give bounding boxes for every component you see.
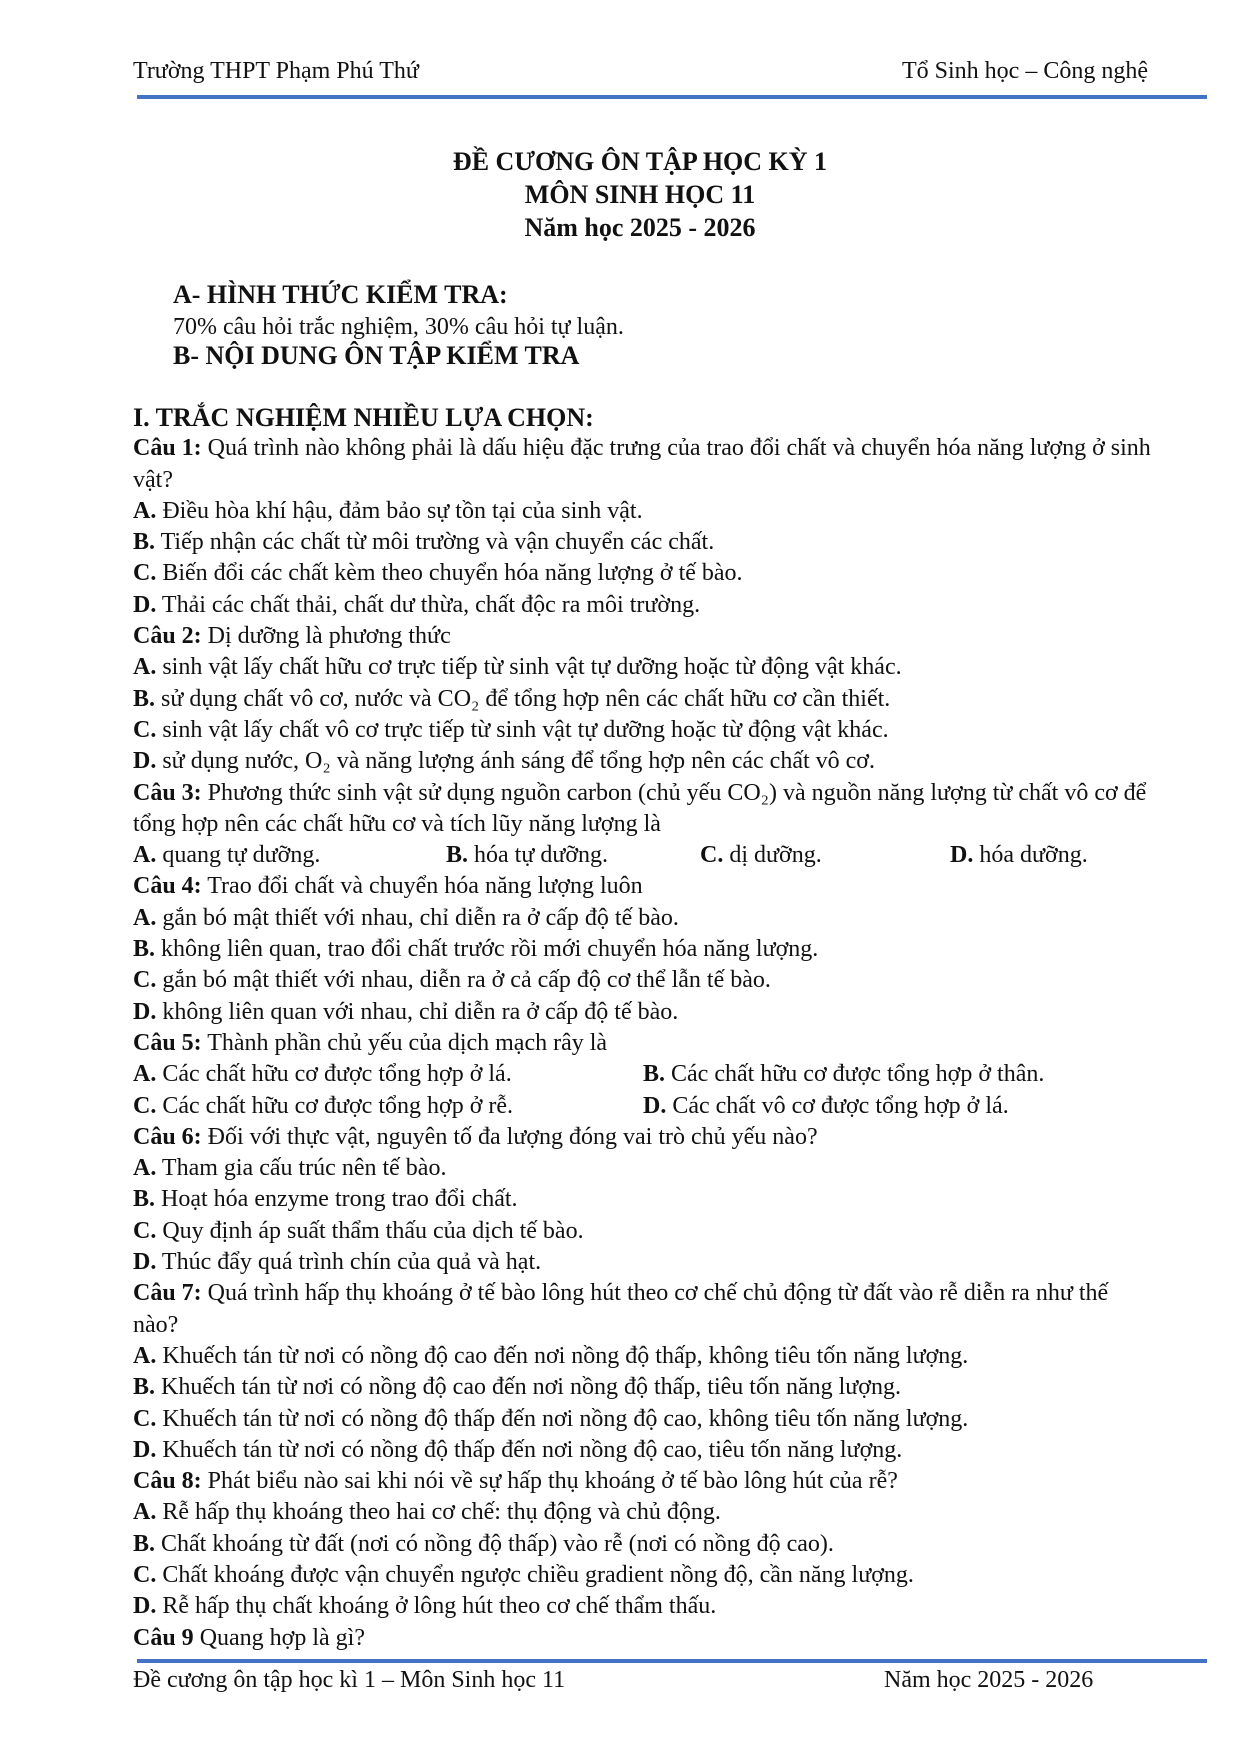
option-key: D. xyxy=(133,1249,157,1276)
option-key: D. xyxy=(643,1092,667,1119)
section-b-heading: B- NỘI DUNG ÔN TẬP KIỂM TRA xyxy=(173,341,580,370)
option-key: D. xyxy=(133,591,157,618)
footer-left: Đề cương ôn tập học kì 1 – Môn Sinh học 11 xyxy=(133,1667,566,1693)
option-text: dị dưỡng. xyxy=(723,842,822,869)
option-5a xyxy=(133,1059,643,1090)
question-5 xyxy=(133,1028,1153,1059)
option-text: không liên quan, trao đổi chất trước rồi mới chuyển hóa năng lượng. xyxy=(155,936,819,963)
option-key: A. xyxy=(133,1155,157,1182)
header-department: Tổ Sinh học – Công nghệ xyxy=(902,58,1148,84)
option-text: Các chất hữu cơ được tổng hợp ở rễ. xyxy=(156,1092,514,1119)
option-key: B. xyxy=(446,842,469,869)
option-5b xyxy=(643,1059,1153,1090)
option-text: sinh vật lấy chất vô cơ trực tiếp từ sinh vật tự dưỡng hoặc từ động vật khác. xyxy=(156,716,889,743)
option-key: A. xyxy=(133,1499,157,1526)
option-2b xyxy=(133,684,1153,715)
footer-right: Năm học 2025 - 2026 xyxy=(884,1667,1094,1693)
question-text: Thành phần chủ yếu của dịch mạch rây là xyxy=(201,1029,608,1056)
option-5d xyxy=(643,1091,1153,1122)
option-1b xyxy=(133,527,1153,558)
question-label: Câu 2: xyxy=(133,623,202,650)
option-key: D. xyxy=(133,748,157,775)
option-text: hóa tự dưỡng. xyxy=(468,842,609,869)
option-text: Quy định áp suất thẩm thấu của dịch tế bào. xyxy=(156,1217,584,1244)
option-2c xyxy=(133,715,1153,746)
option-text: Điều hòa khí hậu, đảm bảo sự tồn tại của sinh vật. xyxy=(156,497,643,524)
question-label: Câu 9 xyxy=(133,1624,194,1651)
option-key: A. xyxy=(133,842,157,869)
option-text: sinh vật lấy chất hữu cơ trực tiếp từ sinh vật tự dưỡng hoặc từ động vật khác. xyxy=(156,654,902,681)
option-text: Rễ hấp thụ khoáng theo hai cơ chế: thụ động và chủ động. xyxy=(156,1499,721,1526)
footer-rule xyxy=(137,1659,1207,1663)
option-key: A. xyxy=(133,1342,157,1369)
option-4c xyxy=(133,965,1153,996)
title-line-1: ĐỀ CƯƠNG ÔN TẬP HỌC KỲ 1 xyxy=(452,147,828,176)
question-text: Phát biểu nào sai khi nói về sự hấp thụ khoáng ở tế bào lông hút của rễ? xyxy=(201,1468,898,1495)
option-1c xyxy=(133,558,1153,589)
question-text: Trao đổi chất và chuyển hóa năng lượng luôn xyxy=(201,873,643,900)
option-key: B. xyxy=(133,1186,156,1213)
question-label: Câu 6: xyxy=(133,1123,202,1150)
option-1d xyxy=(133,590,1153,621)
question-8 xyxy=(133,1466,1153,1497)
question-4 xyxy=(133,871,1153,902)
option-text: không liên quan với nhau, chỉ diễn ra ở cấp độ tế bào. xyxy=(156,998,679,1025)
option-8c xyxy=(133,1560,1153,1591)
option-text: Thải các chất thải, chất dư thừa, chất độc ra môi trường. xyxy=(156,591,701,618)
options-row xyxy=(133,1091,1153,1122)
document-title xyxy=(0,145,1241,244)
option-key: B. xyxy=(643,1061,666,1088)
option-key: B. xyxy=(133,529,156,556)
option-key: A. xyxy=(133,654,157,681)
option-4b xyxy=(133,934,1153,965)
option-6d xyxy=(133,1247,1153,1278)
option-3b xyxy=(446,840,700,871)
header-rule xyxy=(137,95,1207,99)
option-key: C. xyxy=(133,1561,157,1588)
question-label: Câu 5: xyxy=(133,1029,202,1056)
option-8d xyxy=(133,1591,1153,1622)
option-text: Biến đổi các chất kèm theo chuyển hóa năng lượng ở tế bào. xyxy=(156,560,743,587)
option-text: Các chất hữu cơ được tổng hợp ở thân. xyxy=(665,1061,1045,1088)
question-7 xyxy=(133,1278,1153,1341)
option-3c xyxy=(700,840,950,871)
option-text: Khuếch tán từ nơi có nồng độ thấp đến nơi nồng độ cao, tiêu tốn năng lượng. xyxy=(156,1436,903,1463)
option-6a xyxy=(133,1153,1153,1184)
option-6b xyxy=(133,1184,1153,1215)
option-key: B. xyxy=(133,685,156,712)
option-key: C. xyxy=(133,1405,157,1432)
option-8a xyxy=(133,1497,1153,1528)
option-2a xyxy=(133,652,1153,683)
option-6c xyxy=(133,1216,1153,1247)
option-5c xyxy=(133,1091,643,1122)
option-text: gắn bó mật thiết với nhau, chỉ diễn ra ở cấp độ tế bào. xyxy=(156,904,679,931)
question-9 xyxy=(133,1623,1153,1654)
option-7d xyxy=(133,1435,1153,1466)
option-text: sử dụng chất vô cơ, nước và CO₂ để tổng hợp nên các chất hữu cơ cần thiết. xyxy=(155,685,891,712)
question-label: Câu 7: xyxy=(133,1280,202,1307)
part-1-heading: I. TRẮC NGHIỆM NHIỀU LỰA CHỌN: xyxy=(133,403,594,432)
options-row xyxy=(133,1059,1153,1090)
question-label: Câu 4: xyxy=(133,873,202,900)
option-key: D. xyxy=(133,1593,157,1620)
question-text: Dị dưỡng là phương thức xyxy=(201,623,451,650)
option-key: B. xyxy=(133,1374,156,1401)
option-text: Thúc đẩy quá trình chín của quả và hạt. xyxy=(156,1249,542,1276)
options-row xyxy=(133,840,1153,871)
option-7a xyxy=(133,1341,1153,1372)
question-label: Câu 3: xyxy=(133,779,202,806)
question-text: Phương thức sinh vật sử dụng nguồn carbon (chủ yếu CO₂) và nguồn năng lượng từ chất vô cơ để tổng hợp nên các chất hữu cơ và tích lũy năng lượng là xyxy=(133,779,1147,837)
option-text: Tiếp nhận các chất từ môi trường và vận chuyển các chất. xyxy=(155,529,715,556)
section-a-text: 70% câu hỏi trắc nghiệm, 30% câu hỏi tự luận. xyxy=(173,314,624,340)
option-key: C. xyxy=(133,967,157,994)
question-6 xyxy=(133,1122,1153,1153)
option-key: D. xyxy=(950,842,974,869)
option-7b xyxy=(133,1372,1153,1403)
option-key: C. xyxy=(133,716,157,743)
option-text: gắn bó mật thiết với nhau, diễn ra ở cả cấp độ cơ thể lẫn tế bào. xyxy=(156,967,771,994)
option-key: A. xyxy=(133,904,157,931)
option-1a xyxy=(133,496,1153,527)
option-key: C. xyxy=(700,842,724,869)
title-line-2: MÔN SINH HỌC 11 xyxy=(524,180,756,209)
option-2d xyxy=(133,746,1153,777)
option-text: Khuếch tán từ nơi có nồng độ cao đến nơi nồng độ thấp, không tiêu tốn năng lượng. xyxy=(156,1342,969,1369)
question-3 xyxy=(133,778,1153,841)
option-text: Các chất hữu cơ được tổng hợp ở lá. xyxy=(156,1061,512,1088)
option-key: C. xyxy=(133,1217,157,1244)
option-3d xyxy=(950,840,1150,871)
option-8b xyxy=(133,1529,1153,1560)
option-key: C. xyxy=(133,560,157,587)
title-line-3: Năm học 2025 - 2026 xyxy=(524,213,756,242)
option-text: quang tự dưỡng. xyxy=(156,842,321,869)
question-list xyxy=(133,402,1153,1654)
option-key: C. xyxy=(133,1092,157,1119)
question-text: Quá trình hấp thụ khoáng ở tế bào lông hút theo cơ chế chủ động từ đất vào rễ diễn ra như thế nào? xyxy=(133,1280,1109,1338)
option-text: sử dụng nước, O₂ và năng lượng ánh sáng để tổng hợp nên các chất vô cơ. xyxy=(156,748,875,775)
option-text: Khuếch tán từ nơi có nồng độ cao đến nơi nồng độ thấp, tiêu tốn năng lượng. xyxy=(155,1374,901,1401)
option-key: A. xyxy=(133,497,157,524)
option-text: Chất khoáng được vận chuyển ngược chiều gradient nồng độ, cần năng lượng. xyxy=(156,1561,914,1588)
option-4d xyxy=(133,997,1153,1028)
option-text: hóa dưỡng. xyxy=(973,842,1088,869)
question-text: Đối với thực vật, nguyên tố đa lượng đóng vai trò chủ yếu nào? xyxy=(201,1123,818,1150)
option-3a xyxy=(133,840,446,871)
question-text: Quá trình nào không phải là dấu hiệu đặc trưng của trao đổi chất và chuyển hóa năng lượng ở sinh vật? xyxy=(133,435,1151,493)
option-key: A. xyxy=(133,1061,157,1088)
option-7c xyxy=(133,1404,1153,1435)
option-key: D. xyxy=(133,1436,157,1463)
header-school: Trường THPT Phạm Phú Thứ xyxy=(133,58,419,84)
section-a-heading: A- HÌNH THỨC KIỂM TRA: xyxy=(173,280,508,309)
question-text: Quang hợp là gì? xyxy=(193,1624,366,1651)
question-label: Câu 8: xyxy=(133,1468,202,1495)
question-2 xyxy=(133,621,1153,652)
question-label: Câu 1: xyxy=(133,435,202,462)
option-text: Tham gia cấu trúc nên tế bào. xyxy=(156,1155,447,1182)
option-key: B. xyxy=(133,1530,156,1557)
option-text: Khuếch tán từ nơi có nồng độ thấp đến nơi nồng độ cao, không tiêu tốn năng lượng. xyxy=(156,1405,969,1432)
option-key: D. xyxy=(133,998,157,1025)
option-text: Rễ hấp thụ chất khoáng ở lông hút theo cơ chế thẩm thấu. xyxy=(156,1593,717,1620)
option-4a xyxy=(133,903,1153,934)
option-text: Các chất vô cơ được tổng hợp ở lá. xyxy=(666,1092,1009,1119)
question-1 xyxy=(133,433,1153,496)
option-key: B. xyxy=(133,936,156,963)
option-text: Chất khoáng từ đất (nơi có nồng độ thấp) vào rễ (nơi có nồng độ cao). xyxy=(155,1530,834,1557)
option-text: Hoạt hóa enzyme trong trao đổi chất. xyxy=(155,1186,518,1213)
